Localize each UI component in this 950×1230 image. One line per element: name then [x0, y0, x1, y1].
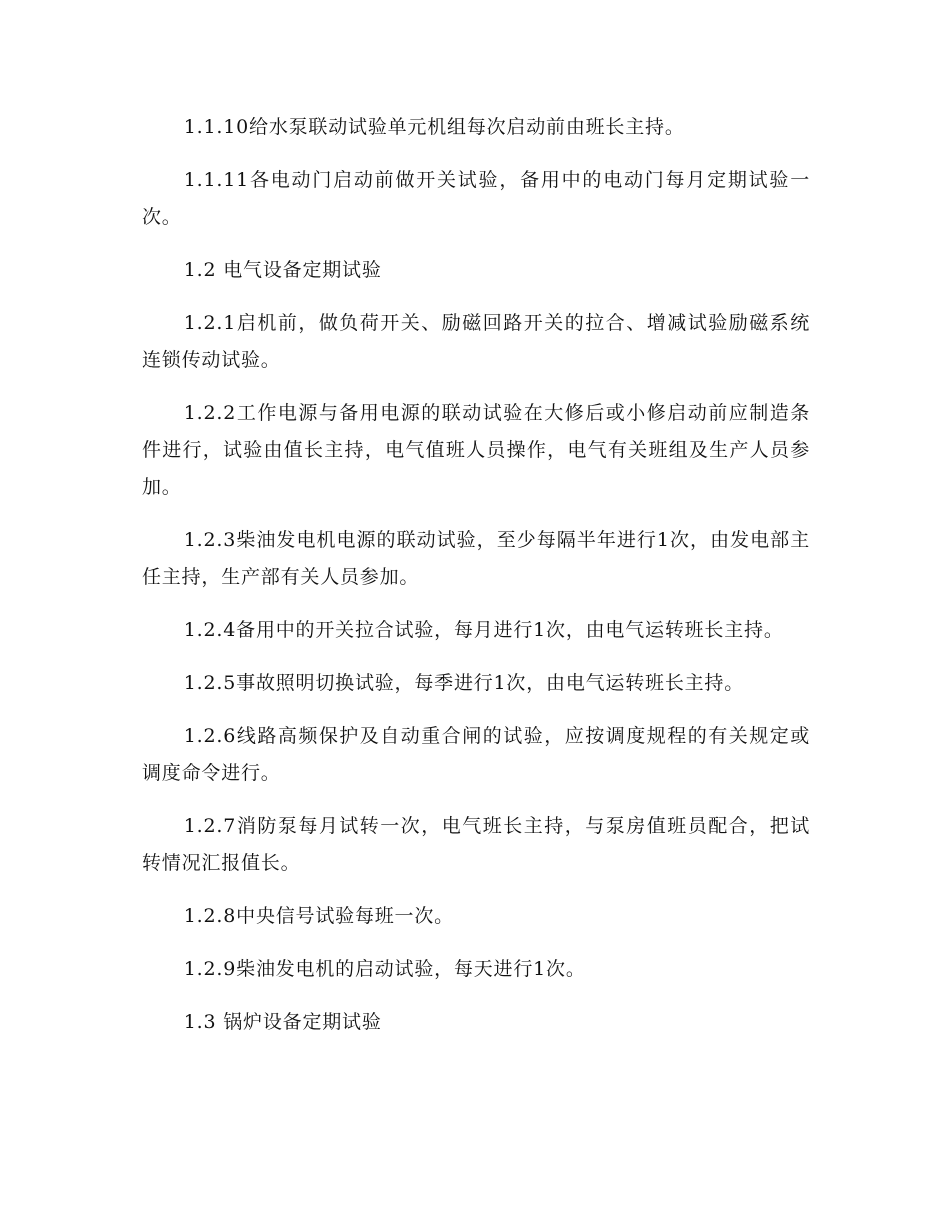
paragraph-1-1-10: 1.1.10给水泵联动试验单元机组每次启动前由班长主持。 [183, 116, 685, 138]
paragraph-1-1-11: 1.1.11各电动门启动前做开关试验，备用中的电动门每月定期试验一次。 [142, 169, 810, 228]
paragraph-1-2-2: 1.2.2工作电源与备用电源的联动试验在大修后或小修启动前应制造条件进行，试验由值长主持，电气值班人员操作，电气有关班组及生产人员参加。 [142, 402, 810, 498]
paragraph-1-2-3: 1.2.3柴油发电机电源的联动试验，至少每隔半年进行1次，由发电部主任主持，生产部有关人员参加。 [142, 529, 810, 588]
document-body [142, 109, 810, 1057]
paragraph-1-2-8: 1.2.8中央信号试验每班一次。 [183, 905, 454, 927]
paragraph-1-2-1: 1.2.1启机前，做负荷开关、励磁回路开关的拉合、增减试验励磁系统连锁传动试验。 [142, 312, 810, 371]
section-heading-1-2: 1.2 电气设备定期试验 [183, 259, 382, 281]
paragraph-1-2-7: 1.2.7消防泵每月试转一次，电气班长主持，与泵房值班员配合，把试转情况汇报值长。 [142, 815, 810, 874]
paragraph-1-2-4: 1.2.4备用中的开关拉合试验，每月进行1次，由电气运转班长主持。 [183, 619, 784, 641]
paragraph-1-2-6: 1.2.6线路高频保护及自动重合闸的试验，应按调度规程的有关规定或调度命令进行。 [142, 725, 810, 784]
section-heading-1-3: 1.3 锅炉设备定期试验 [183, 1011, 382, 1033]
paragraph-1-2-5: 1.2.5事故照明切换试验，每季进行1次，由电气运转班长主持。 [183, 672, 745, 694]
paragraph-1-2-9: 1.2.9柴油发电机的启动试验，每天进行1次。 [183, 958, 586, 980]
